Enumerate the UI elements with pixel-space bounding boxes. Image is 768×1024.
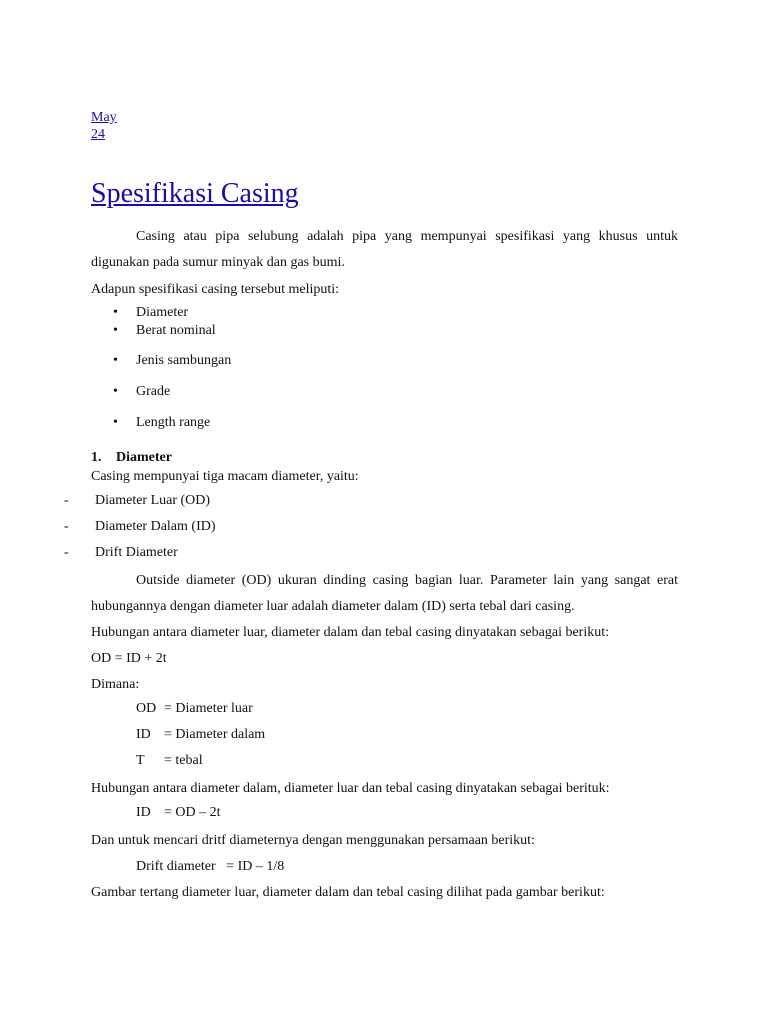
diameter-type: Diameter Luar (OD)	[95, 493, 211, 508]
definition-desc: = Diameter luar	[164, 701, 253, 716]
dash-marker: -	[64, 519, 69, 534]
date-day-link[interactable]: 24	[91, 127, 105, 142]
relation-text-3: Dan untuk mencari dritf diameternya dengan menggunakan persamaan berikut:	[91, 833, 535, 848]
dash-marker: -	[64, 493, 69, 508]
post-date	[91, 109, 117, 143]
section-number: 1.	[91, 450, 102, 465]
specs-lead: Adapun spesifikasi casing tersebut meliputi:	[91, 282, 340, 297]
definition-row	[136, 753, 203, 769]
list-item: • Berat nominal	[91, 322, 231, 340]
od-paragraph: Outside diameter (OD) ukuran dinding casing bagian luar. Parameter lain yang sangat erat hubungannya dengan diameter luar adalah diameter dalam (ID) serta tebal dari casing.	[91, 573, 678, 614]
list-item: • Length range	[91, 413, 231, 433]
dash-marker: -	[64, 545, 69, 560]
list-item	[64, 545, 178, 561]
specs-list	[91, 304, 231, 433]
definition-row	[136, 701, 253, 717]
page-title	[91, 176, 299, 212]
formula-rhs: = OD – 2t	[164, 805, 221, 820]
date-month-link[interactable]: May	[91, 110, 117, 125]
dimana-label: Dimana:	[91, 677, 140, 692]
diameter-type: Drift Diameter	[95, 545, 178, 560]
list-item: • Grade	[91, 382, 231, 402]
relation-text-2: Hubungan antara diameter dalam, diameter luar dan tebal casing dinyatakan sebagai berituk:	[91, 781, 610, 796]
definition-symbol: T	[136, 753, 145, 768]
formula-id	[136, 805, 221, 821]
section-heading-diameter	[91, 450, 172, 466]
definition-symbol: ID	[136, 727, 151, 742]
formula-drift: Drift diameter = ID – 1/8	[136, 859, 285, 874]
formula-lhs: ID	[136, 805, 151, 820]
list-item: • Diameter	[91, 304, 231, 322]
figure-reference: Gambar tertang diameter luar, diameter dalam dan tebal casing dilihat pada gambar berikut:	[91, 885, 605, 900]
list-item: • Jenis sambungan	[91, 351, 231, 371]
list-item	[64, 493, 210, 509]
definition-desc: = Diameter dalam	[164, 727, 266, 742]
list-item	[64, 519, 216, 535]
title-link[interactable]: Spesifikasi Casing	[91, 178, 299, 209]
intro-paragraph: Casing atau pipa selubung adalah pipa yang mempunyai spesifikasi yang khusus untuk digunakan pada sumur minyak dan gas bumi.	[91, 229, 678, 270]
definition-desc: = tebal	[164, 753, 203, 768]
section-title: Diameter	[116, 450, 172, 465]
diameter-intro: Casing mempunyai tiga macam diameter, yaitu:	[91, 469, 359, 484]
formula-od: OD = ID + 2t	[91, 651, 167, 666]
relation-text-1: Hubungan antara diameter luar, diameter dalam dan tebal casing dinyatakan sebagai berikut:	[91, 625, 610, 640]
definition-row	[136, 727, 265, 743]
diameter-type: Diameter Dalam (ID)	[95, 519, 216, 534]
definition-symbol: OD	[136, 701, 157, 716]
